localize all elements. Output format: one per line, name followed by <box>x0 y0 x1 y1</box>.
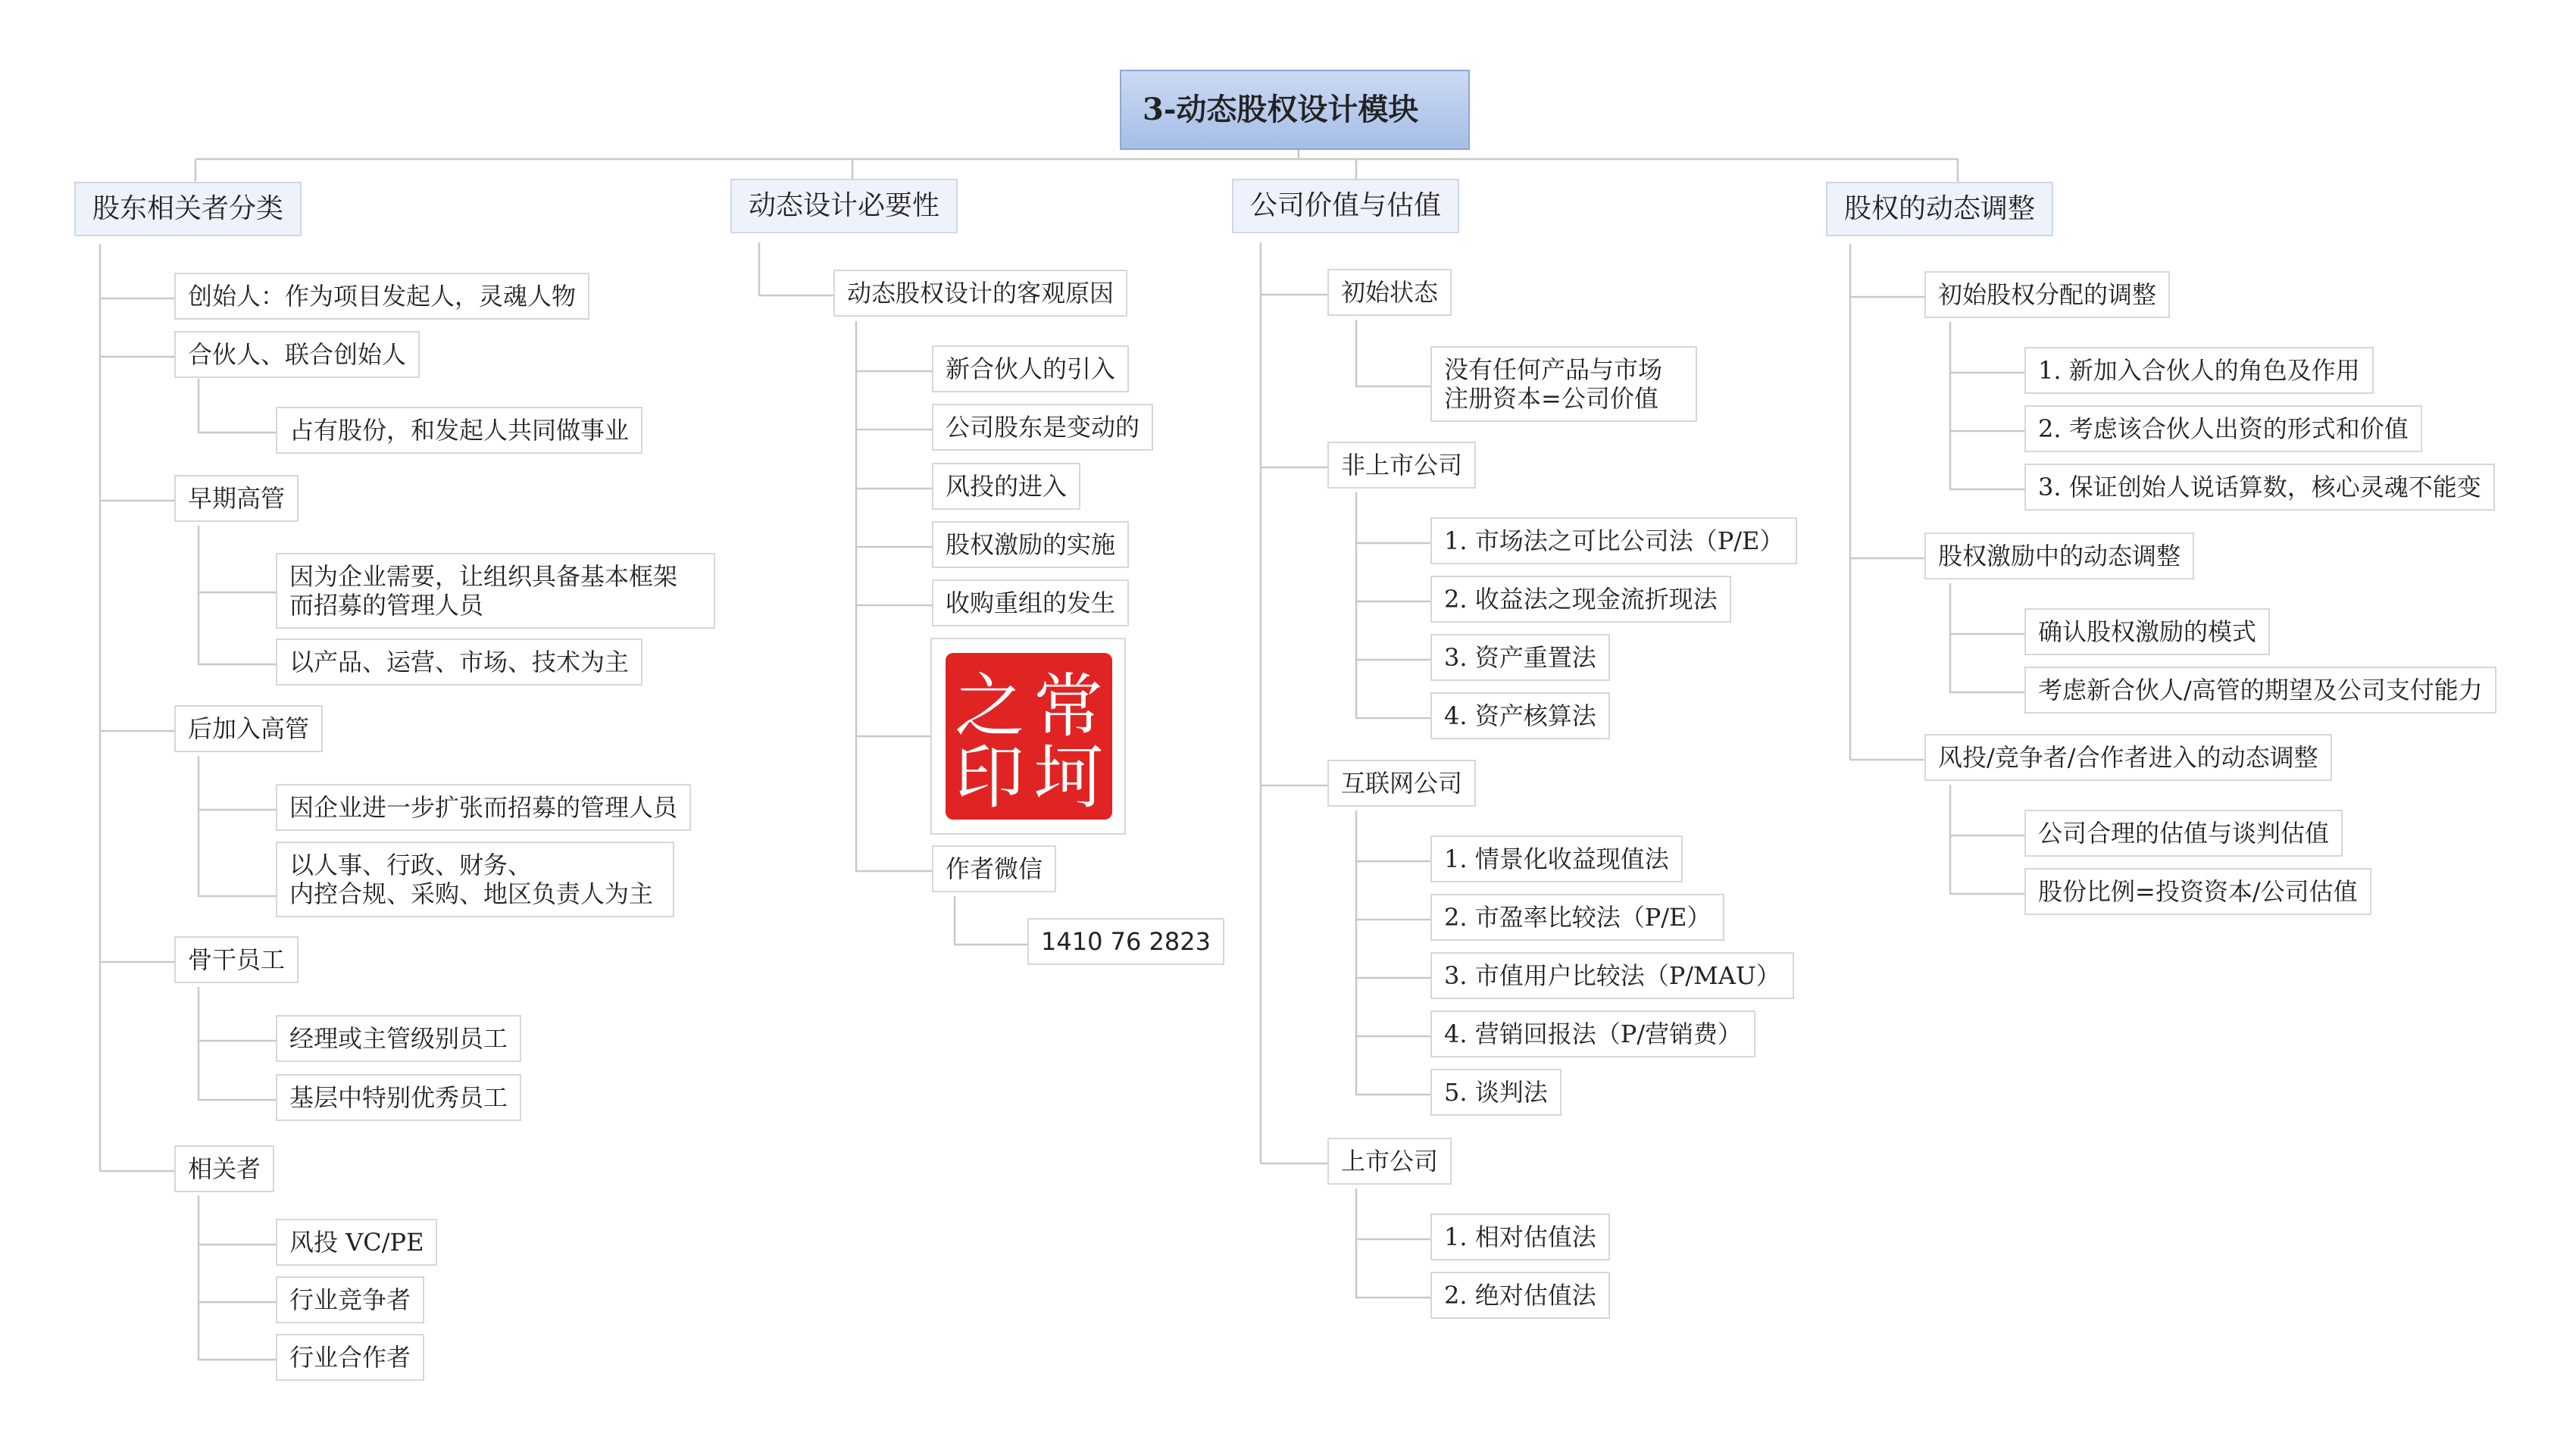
node-text: 风投的进入 <box>946 472 1068 501</box>
node-late-exec-detail-1[interactable] <box>276 784 691 831</box>
node-text-line1: 没有任何产品与市场 <box>1444 355 1663 384</box>
node-text-line2: 注册资本=公司价值 <box>1444 384 1658 413</box>
seal-char-1: 常 <box>1033 666 1104 747</box>
node-text: 3. 资产重置法 <box>1444 643 1596 672</box>
node-reason-1[interactable] <box>932 345 1129 392</box>
root-topic[interactable] <box>1120 70 1470 150</box>
node-text: 4. 营销回报法（P/营销费） <box>1444 1020 1743 1048</box>
branch-necessity[interactable] <box>730 179 958 233</box>
seal-char-4: 印 <box>954 737 1025 818</box>
node-internet-3[interactable] <box>1430 952 1794 999</box>
node-text: 公司股东是变动的 <box>946 413 1140 442</box>
node-listed-2[interactable] <box>1430 1272 1610 1319</box>
branch-label: 股权的动态调整 <box>1844 193 2036 224</box>
node-partner-detail[interactable] <box>276 407 642 454</box>
node-late-exec-detail-2[interactable] <box>276 842 674 917</box>
node-text-line2: 而招募的管理人员 <box>289 591 484 620</box>
root-title: 3-动态股权设计模块 <box>1143 92 1419 127</box>
node-text: 风投 VC/PE <box>289 1228 424 1257</box>
branch-valuation[interactable] <box>1232 179 1459 233</box>
node-text: 2. 收益法之现金流折现法 <box>1444 585 1718 614</box>
node-text: 1. 新加入合伙人的角色及作用 <box>2038 356 2360 385</box>
node-text: 动态股权设计的客观原因 <box>847 279 1114 308</box>
node-related-partner[interactable] <box>276 1334 424 1381</box>
node-text: 4. 资产核算法 <box>1444 701 1596 730</box>
seal-image-node[interactable] <box>930 638 1126 835</box>
seal-stamp-icon <box>946 653 1112 820</box>
branch-adjustment[interactable] <box>1826 182 2053 236</box>
node-text: 风投/竞争者/合作者进入的动态调整 <box>1938 743 2318 772</box>
node-text: 后加入高管 <box>188 714 310 743</box>
node-initial-alloc[interactable] <box>1924 271 2170 318</box>
node-related[interactable] <box>174 1145 274 1192</box>
node-text-line1: 因为企业需要，让组织具备基本框架 <box>289 562 678 591</box>
node-unlisted-2[interactable] <box>1430 576 1731 623</box>
node-text: 因企业进一步扩张而招募的管理人员 <box>289 793 678 822</box>
node-text: 行业竞争者 <box>289 1285 411 1314</box>
branch-label: 公司价值与估值 <box>1250 190 1442 221</box>
node-text: 股份比例=投资资本/公司估值 <box>2038 877 2358 906</box>
node-unlisted-1[interactable] <box>1430 517 1797 564</box>
seal-char-3: 之 <box>954 666 1025 747</box>
node-incentive-1[interactable] <box>2024 608 2270 655</box>
node-founder[interactable] <box>174 273 589 320</box>
node-text-line2: 内控合规、采购、地区负责人为主 <box>289 879 654 908</box>
node-unlisted-4[interactable] <box>1430 692 1610 739</box>
node-reason-5[interactable] <box>932 579 1129 626</box>
node-text: 骨干员工 <box>188 945 286 974</box>
node-text: 2. 考虑该合伙人出资的形式和价值 <box>2038 414 2409 443</box>
node-text: 占有股份，和发起人共同做事业 <box>289 416 630 445</box>
node-text: 早期高管 <box>188 484 286 513</box>
node-core-staff-detail-2[interactable] <box>276 1074 521 1121</box>
node-objective-reason[interactable] <box>833 270 1127 317</box>
node-text: 股权激励的实施 <box>946 530 1116 559</box>
node-text-line1: 以人事、行政、财务、 <box>289 851 533 879</box>
node-initial-state-detail[interactable] <box>1430 346 1697 422</box>
node-text: 股权激励中的动态调整 <box>1938 542 2181 570</box>
node-text: 互联网公司 <box>1341 769 1463 798</box>
branch-label: 股东相关者分类 <box>92 193 284 224</box>
node-listed-1[interactable] <box>1430 1213 1610 1260</box>
node-text: 1. 市场法之可比公司法（P/E） <box>1444 526 1784 555</box>
node-text: 1410 76 2823 <box>1041 927 1211 956</box>
node-text: 3. 保证创始人说话算数，核心灵魂不能变 <box>2038 473 2481 501</box>
node-text: 5. 谈判法 <box>1444 1078 1548 1107</box>
node-text: 相关者 <box>188 1154 261 1183</box>
node-core-staff-detail-1[interactable] <box>276 1015 521 1062</box>
node-text: 初始状态 <box>1341 278 1439 307</box>
node-text: 3. 市值用户比较法（P/MAU） <box>1444 961 1780 990</box>
node-internet[interactable] <box>1327 760 1476 807</box>
node-early-exec-detail-2[interactable] <box>276 639 642 686</box>
node-initial-alloc-3[interactable] <box>2024 464 2495 511</box>
node-initial-state[interactable] <box>1327 269 1452 316</box>
node-text: 1. 情景化收益现值法 <box>1444 845 1669 873</box>
node-reason-4[interactable] <box>932 521 1129 568</box>
node-vc-entry-2[interactable] <box>2024 868 2371 915</box>
node-initial-alloc-1[interactable] <box>2024 347 2374 394</box>
node-vc-entry[interactable] <box>1924 734 2332 781</box>
branch-stakeholders[interactable] <box>74 182 302 236</box>
node-late-exec[interactable] <box>174 705 323 752</box>
node-wechat-value[interactable] <box>1027 918 1224 965</box>
node-initial-alloc-2[interactable] <box>2024 405 2422 452</box>
node-related-vc[interactable] <box>276 1219 437 1266</box>
node-related-competitor[interactable] <box>276 1276 424 1323</box>
branch-label: 动态设计必要性 <box>749 190 940 221</box>
node-reason-3[interactable] <box>932 463 1080 510</box>
node-text: 新合伙人的引入 <box>946 355 1116 383</box>
node-text: 公司合理的估值与谈判估值 <box>2038 819 2330 848</box>
node-text: 2. 绝对估值法 <box>1444 1281 1596 1310</box>
node-text: 以产品、运营、市场、技术为主 <box>289 648 630 676</box>
node-internet-2[interactable] <box>1430 894 1724 941</box>
node-text: 非上市公司 <box>1341 451 1463 479</box>
node-text: 确认股权激励的模式 <box>2038 617 2257 646</box>
node-text: 经理或主管级别员工 <box>289 1024 508 1053</box>
node-text: 收购重组的发生 <box>946 589 1116 617</box>
node-text: 合伙人、联合创始人 <box>188 340 407 369</box>
node-early-exec[interactable] <box>174 475 299 522</box>
node-text: 考虑新合伙人/高管的期望及公司支付能力 <box>2038 676 2483 704</box>
node-text: 创始人：作为项目发起人，灵魂人物 <box>188 282 577 311</box>
seal-char-2: 坷 <box>1033 737 1104 818</box>
node-internet-1[interactable] <box>1430 836 1683 882</box>
node-unlisted[interactable] <box>1327 442 1476 489</box>
node-text: 1. 相对估值法 <box>1444 1223 1596 1251</box>
node-early-exec-detail-1[interactable] <box>276 553 715 629</box>
node-text: 行业合作者 <box>289 1343 411 1372</box>
node-unlisted-3[interactable] <box>1430 634 1610 681</box>
node-core-staff[interactable] <box>174 936 299 983</box>
node-internet-4[interactable] <box>1430 1010 1755 1057</box>
node-text: 基层中特别优秀员工 <box>289 1083 508 1112</box>
node-text: 作者微信 <box>946 854 1043 883</box>
node-text: 2. 市盈率比较法（P/E） <box>1444 903 1712 932</box>
node-incentive[interactable] <box>1924 533 2194 579</box>
node-reason-2[interactable] <box>932 404 1153 451</box>
node-vc-entry-1[interactable] <box>2024 810 2343 857</box>
node-text: 初始股权分配的调整 <box>1938 280 2157 309</box>
node-partner[interactable] <box>174 331 420 378</box>
node-text: 上市公司 <box>1341 1147 1439 1176</box>
node-incentive-2[interactable] <box>2024 667 2496 714</box>
node-wechat-label[interactable] <box>932 845 1056 892</box>
node-listed[interactable] <box>1327 1138 1452 1185</box>
node-internet-5[interactable] <box>1430 1069 1562 1116</box>
